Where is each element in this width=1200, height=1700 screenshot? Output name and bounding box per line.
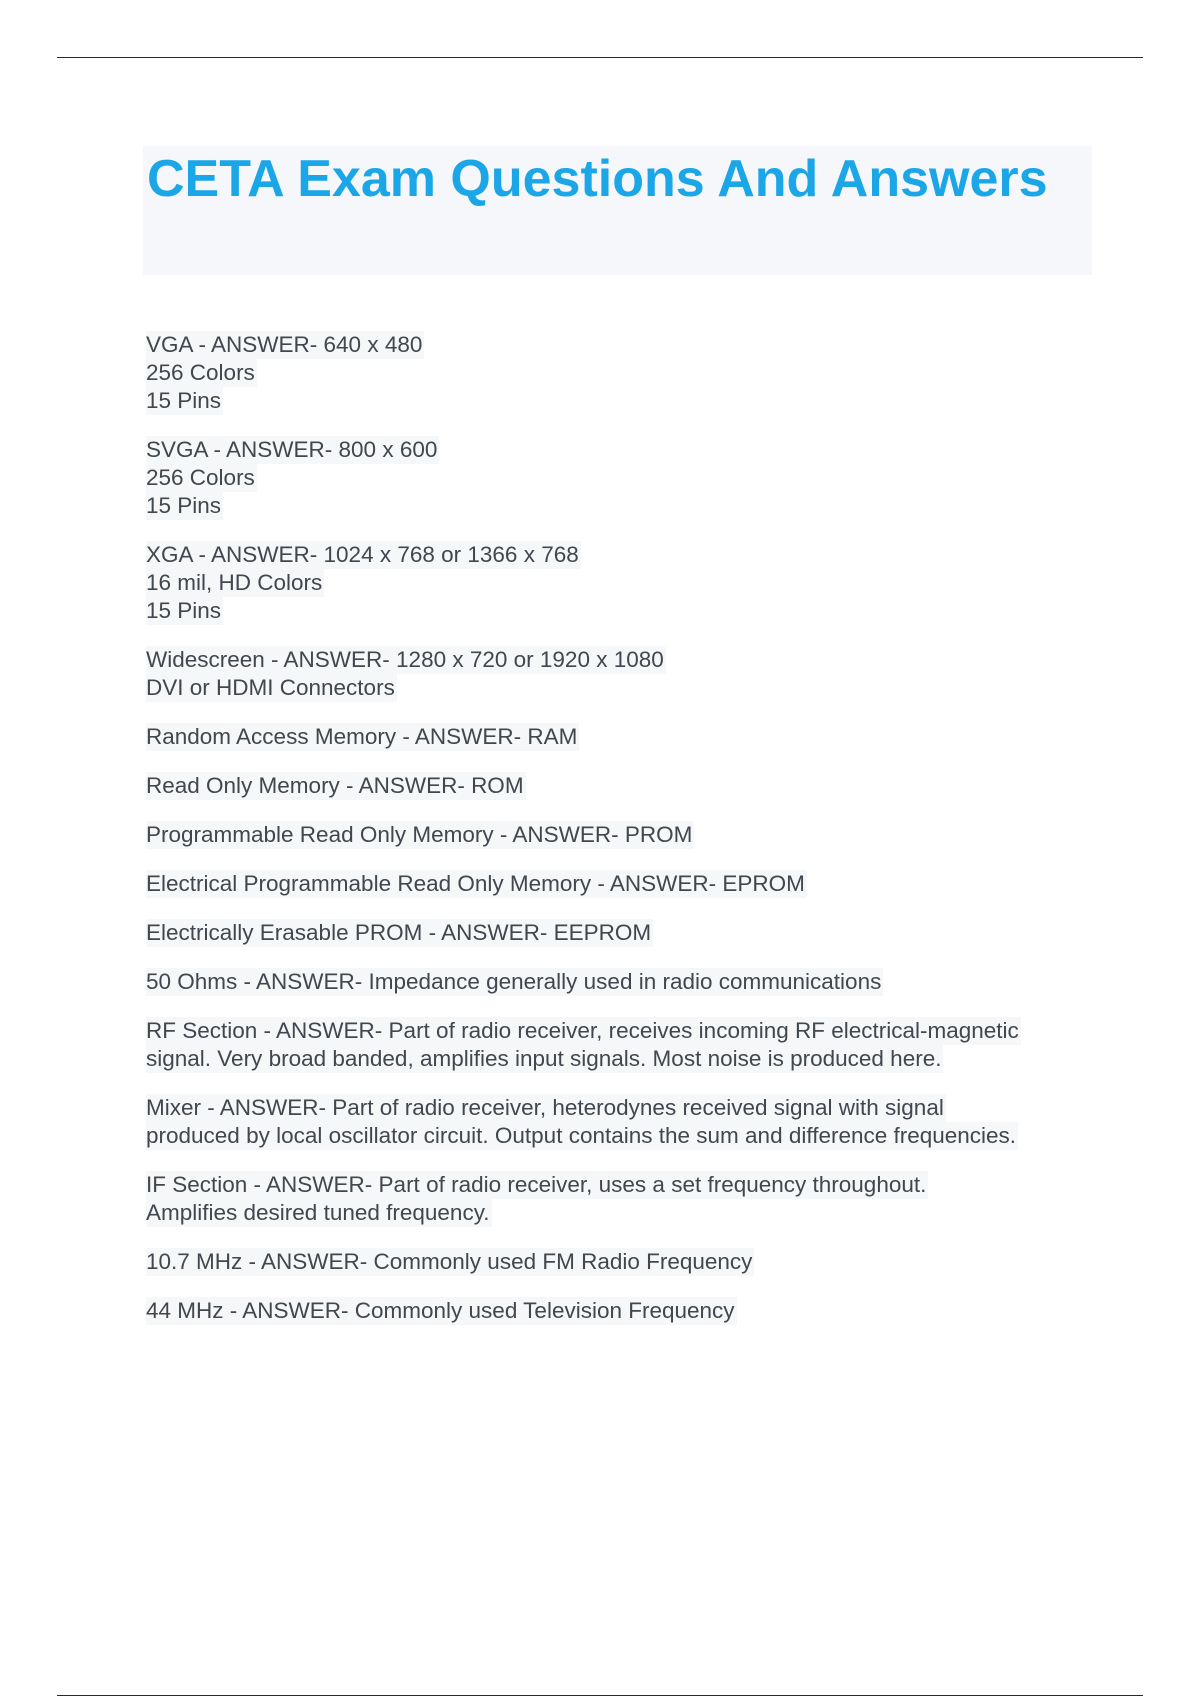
- qa-question-line: Read Only Memory - ANSWER- ROM: [146, 773, 524, 798]
- qa-detail-line: signal. Very broad banded, amplifies input signals. Most noise is produced here.: [146, 1046, 942, 1071]
- qa-line-row: [146, 1017, 1106, 1045]
- qa-detail-line: 256 Colors: [146, 465, 255, 490]
- qa-line-row: [146, 436, 1106, 464]
- qa-item: [146, 1094, 1106, 1150]
- qa-line-row: [146, 1297, 1106, 1325]
- qa-line-row: [146, 387, 1106, 415]
- qa-question-line: Electrical Programmable Read Only Memory - ANSWER- EPROM: [146, 871, 805, 896]
- qa-line-row: [146, 597, 1106, 625]
- qa-detail-line: 256 Colors: [146, 360, 255, 385]
- qa-detail-line: produced by local oscillator circuit. Output contains the sum and difference frequencies.: [146, 1123, 1017, 1148]
- title-block: [143, 146, 1092, 275]
- qa-line-row: [146, 1199, 1106, 1227]
- qa-line-row: [146, 569, 1106, 597]
- qa-line-row: [146, 492, 1106, 520]
- qa-question-line: VGA - ANSWER- 640 x 480: [146, 332, 423, 357]
- qa-line-row: [146, 331, 1106, 359]
- qa-detail-line: Amplifies desired tuned frequency.: [146, 1200, 490, 1225]
- top-rule: [57, 57, 1143, 58]
- qa-item: [146, 723, 1106, 751]
- qa-line-row: [146, 968, 1106, 996]
- qa-line-row: [146, 359, 1106, 387]
- document-title: CETA Exam Questions And Answers: [147, 150, 1048, 208]
- qa-question-line: XGA - ANSWER- 1024 x 768 or 1366 x 768: [146, 542, 579, 567]
- qa-detail-line: DVI or HDMI Connectors: [146, 675, 395, 700]
- qa-line-row: [146, 541, 1106, 569]
- qa-item: [146, 541, 1106, 625]
- qa-detail-line: 16 mil, HD Colors: [146, 570, 323, 595]
- qa-line-row: [146, 821, 1106, 849]
- qa-item: [146, 1171, 1106, 1227]
- qa-line-row: [146, 464, 1106, 492]
- qa-item: [146, 772, 1106, 800]
- qa-line-row: [146, 1171, 1106, 1199]
- qa-item: [146, 968, 1106, 996]
- qa-detail-line: 15 Pins: [146, 598, 222, 623]
- qa-question-line: RF Section - ANSWER- Part of radio receiver, receives incoming RF electrical-magnetic: [146, 1018, 1019, 1043]
- qa-line-row: [146, 723, 1106, 751]
- qa-item: [146, 1017, 1106, 1073]
- qa-line-row: [146, 646, 1106, 674]
- bottom-rule: [57, 1695, 1143, 1696]
- qa-question-line: 44 MHz - ANSWER- Commonly used Television Frequency: [146, 1298, 735, 1323]
- qa-question-line: Random Access Memory - ANSWER- RAM: [146, 724, 578, 749]
- qa-line-row: [146, 674, 1106, 702]
- qa-line-row: [146, 772, 1106, 800]
- qa-line-row: [146, 1045, 1106, 1073]
- qa-item: [146, 646, 1106, 702]
- qa-item: [146, 870, 1106, 898]
- qa-line-row: [146, 870, 1106, 898]
- qa-question-line: Mixer - ANSWER- Part of radio receiver, heterodynes received signal with signal: [146, 1095, 944, 1120]
- qa-item: [146, 436, 1106, 520]
- qa-item: [146, 821, 1106, 849]
- qa-line-row: [146, 1248, 1106, 1276]
- qa-question-line: Widescreen - ANSWER- 1280 x 720 or 1920 x 1080: [146, 647, 664, 672]
- qa-question-line: Programmable Read Only Memory - ANSWER- PROM: [146, 822, 693, 847]
- qa-line-row: [146, 1122, 1106, 1150]
- qa-detail-line: 15 Pins: [146, 388, 222, 413]
- qa-question-line: 50 Ohms - ANSWER- Impedance generally used in radio communications: [146, 969, 882, 994]
- qa-detail-line: 15 Pins: [146, 493, 222, 518]
- qa-line-row: [146, 1094, 1106, 1122]
- qa-item: [146, 919, 1106, 947]
- qa-item: [146, 1297, 1106, 1325]
- qa-question-line: Electrically Erasable PROM - ANSWER- EEPROM: [146, 920, 652, 945]
- qa-question-line: 10.7 MHz - ANSWER- Commonly used FM Radio Frequency: [146, 1249, 753, 1274]
- qa-list: [146, 331, 1106, 1346]
- qa-question-line: SVGA - ANSWER- 800 x 600: [146, 437, 438, 462]
- qa-item: [146, 331, 1106, 415]
- qa-question-line: IF Section - ANSWER- Part of radio receiver, uses a set frequency throughout.: [146, 1172, 927, 1197]
- qa-line-row: [146, 919, 1106, 947]
- qa-item: [146, 1248, 1106, 1276]
